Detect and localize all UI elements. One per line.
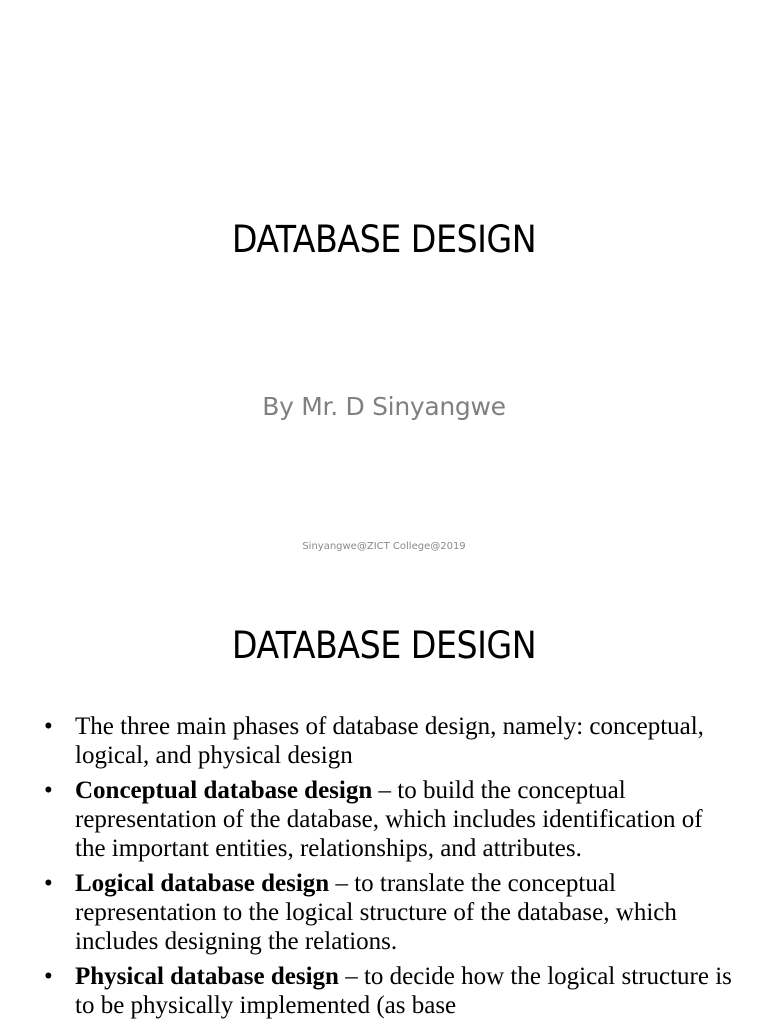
author-subtitle: By Mr. D Sinyangwe — [262, 392, 506, 421]
bullet-icon: • — [44, 713, 53, 740]
slide-footer: Sinyangwe@ZICT College@2019 — [302, 541, 466, 552]
bullet-item — [44, 869, 734, 956]
slide-title: DATABASE DESIGN — [231, 218, 537, 261]
bullet-text: The three main phases of database design, namely: conceptual, logical, and physical design — [75, 713, 704, 769]
bullet-icon: • — [44, 963, 53, 990]
bullet-term: Conceptual database design — [75, 777, 373, 804]
bullet-item — [44, 962, 734, 1020]
slide-title: DATABASE DESIGN — [231, 624, 537, 667]
bullet-item — [44, 712, 734, 770]
bullet-text: – to build the conceptual representation of the database, which includes identification of the important entities, relationships, and attributes. — [75, 777, 703, 862]
bullet-text: – to decide how the logical structure is to be physically implemented (as base — [75, 963, 732, 1019]
bullet-icon: • — [44, 777, 53, 804]
bullet-text: – to translate the conceptual representation to the logical structure of the database, which includes designing the relations. — [75, 870, 677, 955]
bullet-item — [44, 776, 734, 863]
bullet-icon: • — [44, 870, 53, 897]
bullet-term: Physical database design — [75, 963, 339, 990]
bullet-term: Logical database design — [75, 870, 330, 897]
content-slide — [0, 576, 768, 1024]
bullet-list — [44, 712, 734, 1024]
